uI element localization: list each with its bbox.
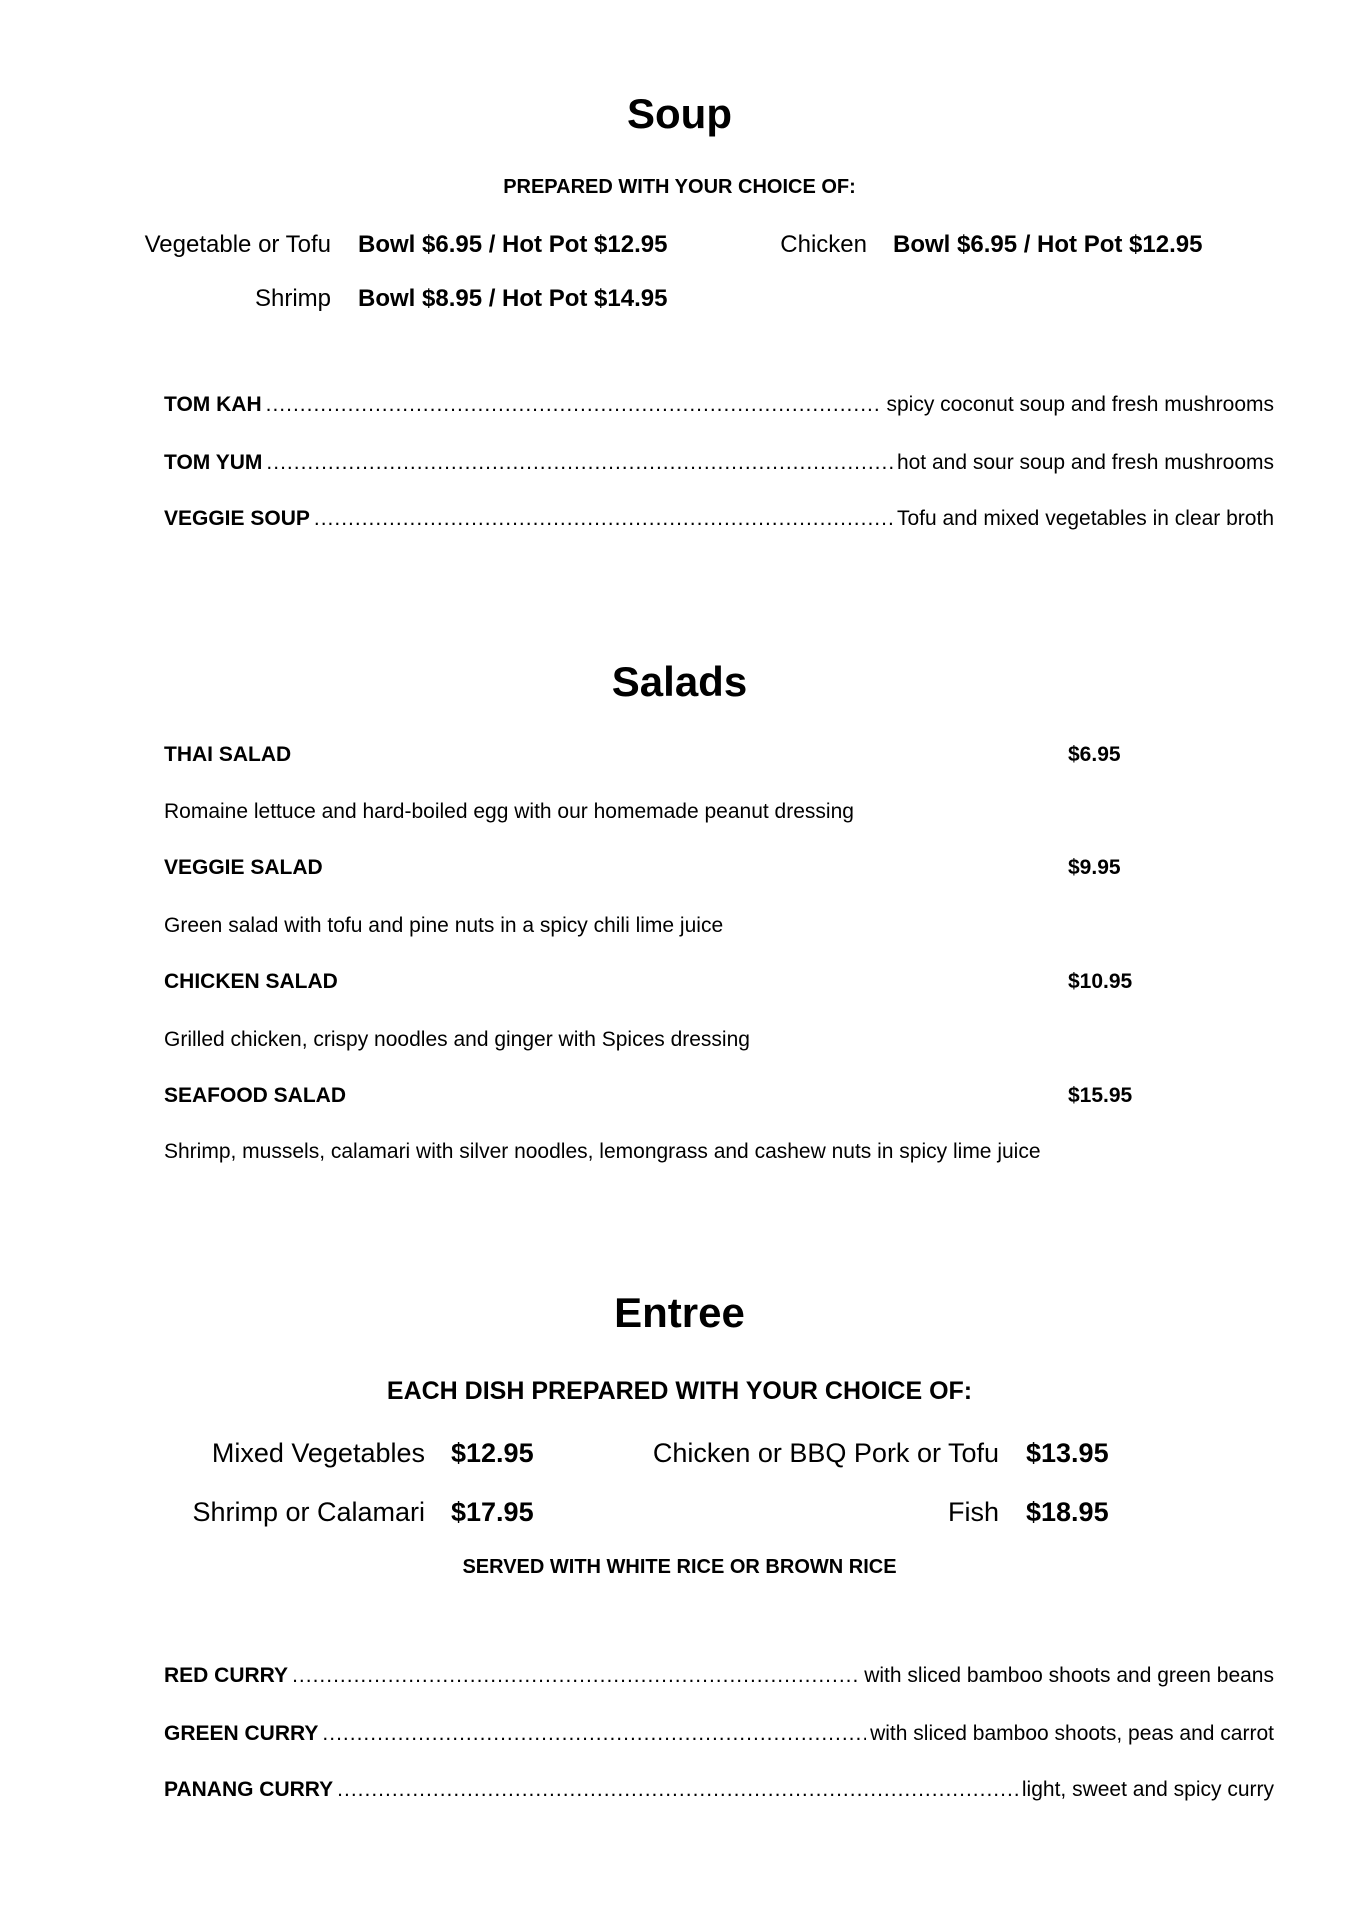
item-name: TOM YUM <box>164 451 263 474</box>
item-name: RED CURRY <box>164 1664 289 1687</box>
entree-option-price: $13.95 <box>1026 1438 1109 1468</box>
entree-option-price: $12.95 <box>451 1438 534 1468</box>
soup-option-price: Bowl $6.95 / Hot Pot $12.95 <box>893 231 1203 258</box>
dot-leader <box>266 391 883 419</box>
salad-price: $9.95 <box>1068 856 1121 879</box>
entree-subtitle: EACH DISH PREPARED WITH YOUR CHOICE OF: <box>386 1377 973 1405</box>
entree-option-label: Fish <box>947 1497 999 1527</box>
salad-name: SEAFOOD SALAD <box>164 1084 347 1107</box>
item-desc: spicy coconut soup and fresh mushrooms <box>886 393 1274 416</box>
entree-option-price: $18.95 <box>1026 1497 1109 1527</box>
dot-leader <box>292 1662 860 1690</box>
soup-option-label: Shrimp <box>254 285 331 312</box>
salad-price: $6.95 <box>1068 743 1121 766</box>
salads-title: Salads <box>611 658 748 705</box>
salad-desc: Shrimp, mussels, calamari with silver noodles, lemongrass and cashew nuts in spicy lime juice <box>164 1140 1041 1163</box>
salad-desc: Green salad with tofu and pine nuts in a spicy chili lime juice <box>164 914 724 937</box>
soup-option-price: Bowl $8.95 / Hot Pot $14.95 <box>358 285 668 312</box>
salad-desc: Romaine lettuce and hard-boiled egg with our homemade peanut dressing <box>164 800 854 823</box>
item-name: TOM KAH <box>164 393 262 416</box>
soup-option-label: Chicken <box>780 231 867 258</box>
item-name: VEGGIE SOUP <box>164 507 310 530</box>
entree-option-label: Mixed Vegetables <box>211 1438 425 1468</box>
item-desc: Tofu and mixed vegetables in clear broth <box>896 507 1274 530</box>
dot-leader <box>337 1776 1018 1804</box>
item-name: GREEN CURRY <box>164 1722 319 1745</box>
dot-leader <box>322 1720 866 1748</box>
item-desc: hot and sour soup and fresh mushrooms <box>896 451 1274 474</box>
salad-name: CHICKEN SALAD <box>164 970 338 993</box>
item-desc: light, sweet and spicy curry <box>1021 1778 1274 1801</box>
dot-leader <box>266 449 893 477</box>
entree-item <box>164 1776 1274 1804</box>
entree-item <box>164 1720 1274 1748</box>
item-name: PANANG CURRY <box>164 1778 334 1801</box>
entree-option-price: $17.95 <box>451 1497 534 1527</box>
salad-price: $15.95 <box>1068 1084 1133 1107</box>
soup-title: Soup <box>627 90 732 137</box>
salad-name: THAI SALAD <box>164 743 292 766</box>
salad-name: VEGGIE SALAD <box>164 856 323 879</box>
entree-option-label: Shrimp or Calamari <box>192 1497 425 1527</box>
item-desc: with sliced bamboo shoots, peas and carrot <box>870 1722 1274 1745</box>
entree-item <box>164 1662 1274 1690</box>
dot-leader <box>314 505 893 533</box>
soup-item <box>164 505 1274 533</box>
soup-item <box>164 391 1274 419</box>
entree-title: Entree <box>614 1289 745 1336</box>
salad-price: $10.95 <box>1068 970 1133 993</box>
soup-subtitle: PREPARED WITH YOUR CHOICE OF: <box>503 176 856 198</box>
entree-option-label: Chicken or BBQ Pork or Tofu <box>652 1438 999 1468</box>
soup-option-label: Vegetable or Tofu <box>144 231 331 258</box>
soup-item <box>164 449 1274 477</box>
soup-option-price: Bowl $6.95 / Hot Pot $12.95 <box>358 231 668 258</box>
entree-rice-note: SERVED WITH WHITE RICE OR BROWN RICE <box>462 1556 897 1578</box>
item-desc: with sliced bamboo shoots and green beans <box>864 1664 1274 1687</box>
salad-desc: Grilled chicken, crispy noodles and ginger with Spices dressing <box>164 1028 750 1051</box>
